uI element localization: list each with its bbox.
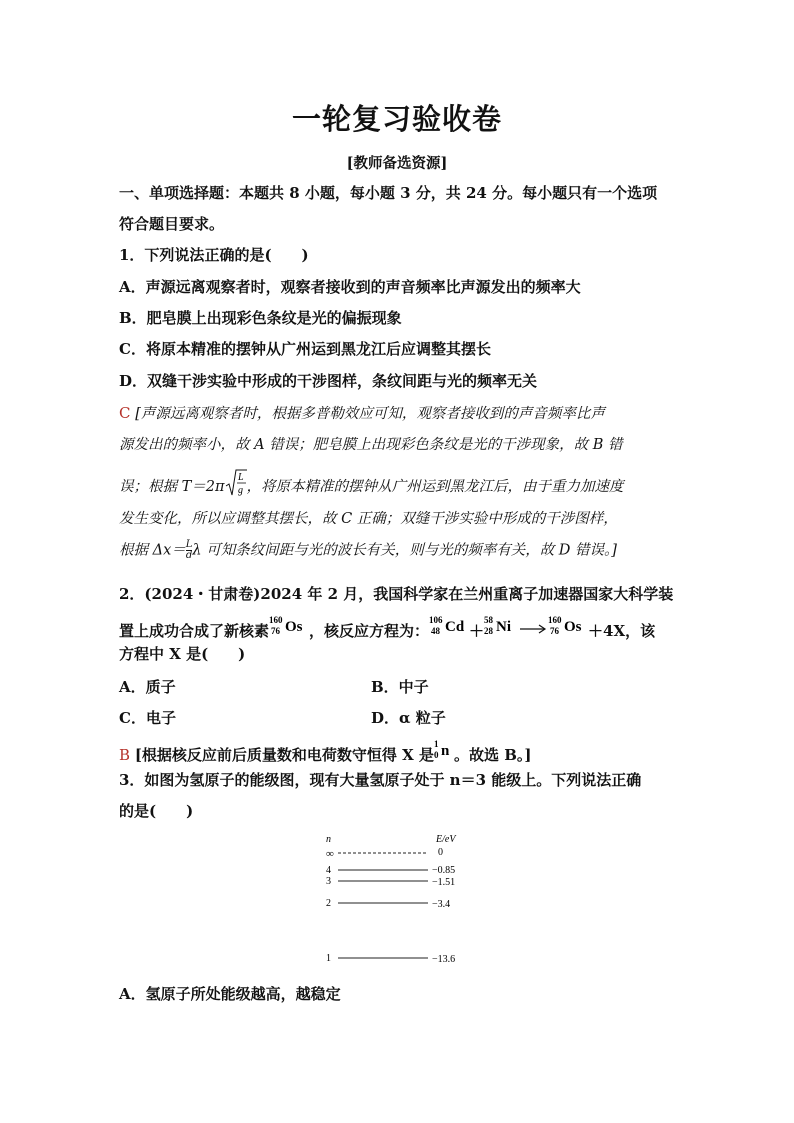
svg-text:1: 1 xyxy=(434,739,439,749)
q1-answer: C xyxy=(119,404,131,422)
section-heading-line1: 一、单项选择题：本题共 8 小题，每小题 3 分，共 24 分。每小题只有一个选项 xyxy=(119,184,658,202)
level-n-1: 1 xyxy=(326,953,331,964)
svg-text:76: 76 xyxy=(550,626,560,636)
energy-axis-label: E/eV xyxy=(436,834,456,845)
q3-stem-line2: 的是( ) xyxy=(119,802,194,820)
svg-text:160: 160 xyxy=(548,615,562,625)
q1-stem: 1．下列说法正确的是( ) xyxy=(119,246,309,264)
svg-text:Os: Os xyxy=(285,619,303,635)
nuclide-neutron xyxy=(434,738,454,766)
level-e-4: −0.85 xyxy=(432,865,456,876)
level-n-4: 4 xyxy=(326,865,331,876)
svg-text:0: 0 xyxy=(434,750,439,760)
nuclide-os xyxy=(269,614,309,642)
n-axis-label: n xyxy=(326,834,331,845)
frac-g-text: g xyxy=(237,485,243,496)
q1-explanation-line4: 发生变化，所以应调整其摆长，故 C 正确；双缝干涉实验中形成的干涉图样， xyxy=(119,511,618,527)
page-subtitle: [教师备选资源] xyxy=(346,155,448,172)
level-n-2: 2 xyxy=(326,898,331,909)
level-e-2: −3.4 xyxy=(432,899,451,910)
q1-option-c: C．将原本精准的摆钟从广州运到黑龙江后应调整其摆长 xyxy=(119,340,491,358)
fraction-L-over-d: $\frac{L}{d}$ xyxy=(185,539,193,561)
q1-expl3-a: 误；根据 xyxy=(119,479,182,495)
level-e-1: −13.6 xyxy=(432,954,456,965)
nuclide-os-product xyxy=(548,614,588,642)
q1-option-a: A．声源远离观察者时，观察者接收到的声音频率比声源发出的频率大 xyxy=(119,278,581,296)
level-n-3: 3 xyxy=(326,876,331,887)
q1-period-formula: T＝2π xyxy=(181,479,225,495)
svg-text:28: 28 xyxy=(484,626,494,636)
svg-text:48: 48 xyxy=(431,626,441,636)
svg-text:Ni: Ni xyxy=(496,619,512,635)
svg-text:160: 160 xyxy=(269,615,283,625)
q1-expl5-a: 根据 Δx＝ xyxy=(119,542,186,559)
q2-stem-line3: 方程中 X 是( ) xyxy=(119,645,246,663)
svg-text:Os: Os xyxy=(564,619,582,635)
q2-answer: B xyxy=(119,746,131,764)
q2-option-d: D．α 粒子 xyxy=(371,709,446,727)
nuclide-ni xyxy=(484,614,518,642)
q1-option-b: B．肥皂膜上出现彩色条纹是光的偏振现象 xyxy=(119,309,402,327)
q1-expl3-b: ，将原本精准的摆钟从广州运到黑龙江后，由于重力加速度 xyxy=(246,479,624,495)
q1-explanation-line2: 源发出的频率小，故 A 错误；肥皂膜上出现彩色条纹是光的干涉现象，故 B 错 xyxy=(119,437,623,453)
q1-explanation-line3 xyxy=(119,468,679,506)
q2-stem-line2: 置上成功合成了新核素 160 76 Os ，核反应方程为： 106 48 Cd ＋ 58 28 Ni 160 76 Os ＋4X，该 xyxy=(119,615,656,640)
q3-stem-line1: 3．如图为氢原子的能级图，现有大量氢原子处于 n＝3 能级上。下列说法正确 xyxy=(119,771,642,789)
q2-explanation: B [根据核反应前后质量数和电荷数守恒得 X 是 1 0 n 。故选 B。] xyxy=(119,739,532,764)
reaction-arrow xyxy=(518,622,548,640)
q2-stem-line1: 2．(2024・甘肃卷)2024 年 2 月，我国科学家在兰州重离子加速器国家大科学装 xyxy=(119,585,674,603)
energy-level-diagram xyxy=(320,828,480,968)
q1-explanation-line1 xyxy=(119,403,679,424)
svg-text:Cd: Cd xyxy=(445,619,465,635)
level-e-3: −1.51 xyxy=(432,877,456,888)
q1-explanation-line5 xyxy=(119,540,679,561)
q2-option-c: C．电子 xyxy=(119,709,176,727)
frac-L-text: L xyxy=(237,472,244,483)
nuclide-cd xyxy=(429,614,469,642)
svg-text:76: 76 xyxy=(271,626,281,636)
svg-text:58: 58 xyxy=(484,615,494,625)
level-n-inf: ∞ xyxy=(326,848,334,860)
sqrt-symbol xyxy=(225,468,247,506)
q1-option-d: D．双缝干涉实验中形成的干涉图样，条纹间距与光的频率无关 xyxy=(119,372,538,390)
page-title: 一轮复习验收卷 xyxy=(291,102,502,136)
q2-option-b: B．中子 xyxy=(371,678,429,696)
level-e-inf: 0 xyxy=(438,847,443,858)
q3-option-a: A．氢原子所处能级越高，越稳定 xyxy=(119,985,341,1003)
q2-option-a: A．质子 xyxy=(119,678,176,696)
q1-expl-text: [声源远离观察者时，根据多普勒效应可知，观察者接收到的声音频率比声 xyxy=(135,406,605,422)
svg-text:n: n xyxy=(441,743,450,759)
section-heading-line2: 符合题目要求。 xyxy=(119,215,225,233)
svg-text:106: 106 xyxy=(429,615,443,625)
q1-expl5-b: λ 可知条纹间距与光的波长有关，则与光的频率有关，故 D 错误。] xyxy=(192,542,617,559)
